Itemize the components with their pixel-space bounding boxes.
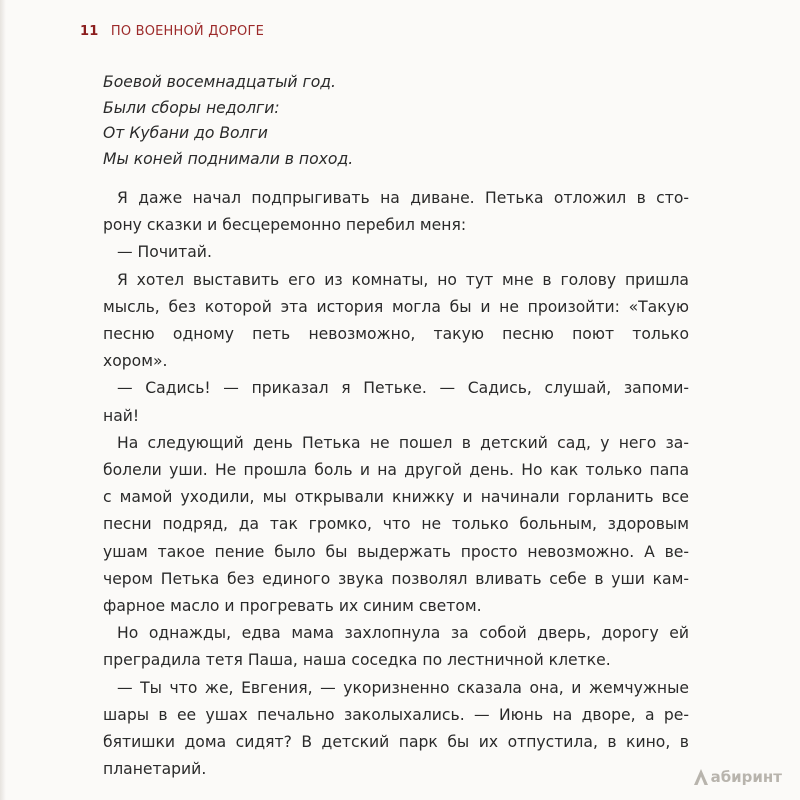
verse-line: Боевой восемнадцатый год.: [103, 73, 336, 91]
prose-line: фарное масло и прогревать их синим светом.: [103, 597, 482, 616]
prose-line: болели уши. Не прошла боль и на другой день. Но как только папа: [103, 461, 689, 480]
prose-line: планетарий.: [103, 760, 207, 779]
prose-line: рону сказки и бесцеремонно перебил меня:: [103, 216, 467, 235]
chapter-title: ПО ВОЕННОЙ ДОРОГЕ: [110, 24, 264, 39]
page-number: 11: [80, 24, 99, 39]
prose-line: Но однажды, едва мама захлопнула за собой дверь, дорогу ей: [117, 624, 689, 643]
prose-line: песню одному петь невозможно, такую песню поют только: [103, 325, 689, 344]
verse-line: Мы коней поднимали в поход.: [103, 149, 354, 168]
prose-line: Я хотел выставить его из комнаты, но тут мне в голову пришла: [117, 270, 689, 289]
prose-line: ушам такое пение было бы выдержать просто невозможно. А ве-: [103, 542, 689, 561]
prose-line: шары в ее ушах печально заколыхались. — Июнь на дворе, а ре-: [103, 705, 689, 724]
prose-line: най!: [103, 406, 140, 425]
prose-line: бятишки дома сидят? В детский парк бы их отпустила, в кино, в: [103, 733, 689, 752]
verse-line: От Кубани до Волги: [103, 124, 268, 142]
watermark: [693, 768, 782, 786]
page-edge-shadow: [0, 0, 6, 800]
prose-line: — Ты что же, Евгения, — укоризненно сказала она, и жемчужные: [117, 678, 689, 697]
prose-line: преградила тетя Паша, наша соседка по лестничной клетке.: [103, 651, 611, 670]
prose-block: [103, 185, 689, 783]
labirint-logo-icon: [693, 768, 709, 786]
prose-line: с мамой уходили, мы открывали книжку и начинали горланить все: [103, 488, 689, 507]
prose-line: чером Петька без единого звука позволял вливать себе в уши кам-: [103, 569, 689, 588]
verse-block: [103, 70, 353, 172]
prose-line: — Садись! — приказал я Петьке. — Садись, слушай, запоми-: [117, 379, 689, 398]
prose-line: хором».: [103, 352, 168, 371]
prose-line: — Почитай.: [117, 243, 212, 262]
running-header: [80, 24, 264, 39]
watermark-text: абиринт: [710, 768, 782, 786]
prose-line: мысль, без которой эта история могла бы и не произойти: «Такую: [103, 297, 689, 316]
prose-line: песни подряд, да так громко, что не только больным, здоровым: [103, 515, 689, 534]
verse-line: Были сборы недолги:: [103, 98, 280, 117]
prose-line: Я даже начал подпрыгивать на диване. Петька отложил в сто-: [117, 189, 689, 207]
prose-line: На следующий день Петька не пошел в детский сад, у него за-: [117, 433, 689, 452]
